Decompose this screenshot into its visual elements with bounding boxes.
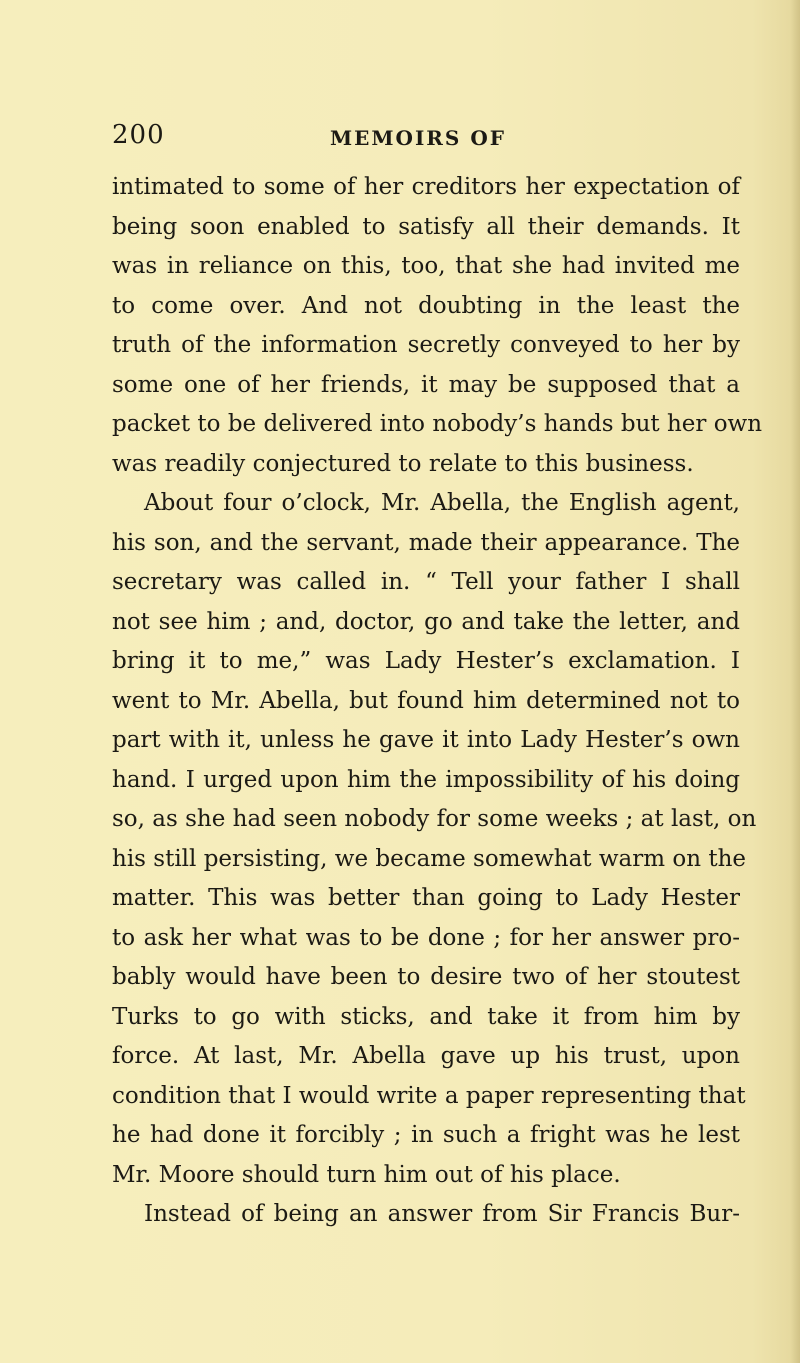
text-line: his still persisting, we became somewhat warm on the (112, 845, 747, 872)
text-line: intimated to some of her creditors her expectation of (112, 174, 740, 200)
text-line: force. At last, Mr. Abella gave up his trust, upon (112, 1043, 740, 1069)
text-line: hand. I urged upon him the impossibility of his doing (112, 766, 740, 793)
text-line: bring it to me,” was Lady Hester’s exclamation. I (112, 648, 740, 674)
text-line: matter. This was better than going to Lady Hester (112, 885, 740, 911)
text-line: not see him ; and, doctor, go and take the letter, and (112, 608, 740, 635)
text-line: some one of her friends, it may be supposed that a (112, 371, 740, 398)
text-line: Turks to go with sticks, and take it from him by (112, 1003, 740, 1030)
text-line: truth of the information secretly conveyed to her by (112, 332, 740, 358)
text-line: bably would have been to desire two of her stoutest (112, 964, 740, 990)
page-edge-shadow (790, 0, 800, 1363)
text-line: condition that I would write a paper representing that (112, 1082, 746, 1109)
text-line: he had done it forcibly ; in such a fright was he lest (112, 1122, 740, 1148)
text-line: being soon enabled to satisfy all their demands. It (112, 213, 740, 240)
text-line: his son, and the servant, made their appearance. The (112, 529, 740, 556)
text-line: Mr. Moore should turn him out of his place. (112, 1161, 621, 1188)
running-head (0, 120, 800, 150)
text-line: went to Mr. Abella, but found him determined not to (112, 687, 740, 714)
text-line: was in reliance on this, too, that she had invited me (112, 253, 740, 279)
text-line: to come over. And not doubting in the least the (112, 292, 740, 319)
text-line: was readily conjectured to relate to this business. (112, 450, 694, 477)
running-title: MEMOIRS OF (330, 126, 506, 150)
text-line: to ask her what was to be done ; for her answer pro- (112, 924, 740, 951)
text-line: packet to be delivered into nobody’s hands but her own (112, 411, 763, 437)
text-line: part with it, unless he gave it into Lady Hester’s own (112, 727, 740, 753)
page-number: 200 (112, 120, 165, 150)
text-line: About four o’clock, Mr. Abella, the English agent, (144, 490, 740, 516)
text-line: Instead of being an answer from Sir Francis Bur- (144, 1201, 740, 1227)
text-line: secretary was called in. “ Tell your father I shall (112, 569, 740, 595)
body-text (112, 168, 763, 1235)
text-line: so, as she had seen nobody for some weeks ; at last, on (112, 806, 757, 832)
